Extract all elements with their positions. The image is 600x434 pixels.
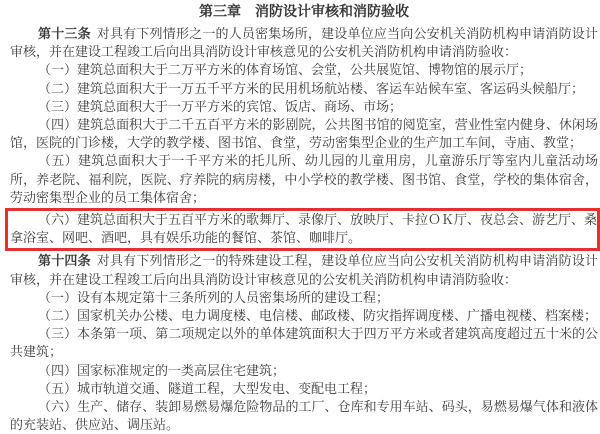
- article-13-item-2: （二）建筑总面积大于一万五千平方米的民用机场航站楼、客运车站候车室、客运码头候船厅；: [38, 80, 585, 96]
- article-14-label: 第十四条: [38, 253, 91, 269]
- article-13-item-5: （五）建筑总面积大于一千平方米的托儿所、幼儿园的儿童用房，儿童游乐厅等室内儿童活动场所，养老院、福利院，医院、疗养院的病房楼，中小学校的教学楼、图书馆、食堂，学校的集体宿舍，劳动密集型企业的员工集体宿舍；: [10, 153, 598, 205]
- article-13-item-3: （三）建筑总面积大于一万平方米的宾馆、饭店、商场、市场；: [38, 98, 403, 114]
- article-13-item-6-highlighted: （六）建筑总面积大于五百平方米的歌舞厅、录像厅、放映厅、卡拉ＯＫ厅、夜总会、游艺厅、桑拿浴室、网吧、酒吧，具有娱乐功能的餐馆、茶馆、咖啡厅。: [10, 212, 598, 246]
- highlight-box: [5, 208, 600, 251]
- article-14-item-5: （五）城市轨道交通、隧道工程，大型发电、变配电工程；: [38, 380, 377, 396]
- article-13-item-1: （一）建筑总面积大于二万平方米的体育场馆、会堂，公共展览馆、博物馆的展示厅；: [38, 62, 533, 78]
- article-14-paragraph: [10, 252, 598, 288]
- article-13-paragraph: [10, 25, 598, 61]
- article-14-intro-text: 对具有下列情形之一的特殊建设工程，建设单位应当向公安机关消防机构申请消防设计审核，并在建设工程竣工后向出具消防设计审核意见的公安机关消防机构申请消防验收：: [10, 253, 598, 287]
- article-14-item-6: （六）生产、储存、装卸易燃易爆危险物品的工厂、仓库和专用车站、码头，易燃易爆气体和液体的充装站、供应站、调压站。: [10, 399, 598, 433]
- article-14-item-2: （二）国家机关办公楼、电力调度楼、电信楼、邮政楼、防灾指挥调度楼、广播电视楼、档案楼；: [38, 308, 598, 324]
- article-14-item-1: （一）设有本规定第十三条所列的人员密集场所的建设工程；: [38, 289, 390, 305]
- article-14-item-4: （四）国家标准规定的一类高层住宅建筑；: [38, 362, 286, 378]
- article-14-item-3: （三）本条第一项、第二项规定以外的单体建筑面积大于四万平方米或者建筑高度超过五十米的公共建筑；: [10, 326, 598, 360]
- chapter-title: 第三章 消防设计审核和消防验收: [199, 5, 409, 20]
- article-13-intro-text: 对具有下列情形之一的人员密集场所，建设单位应当向公安机关消防机构申请消防设计审核，并在建设工程竣工后向出具消防设计审核意见的公安机关消防机构申请消防验收：: [10, 26, 598, 60]
- article-13-label: 第十三条: [38, 26, 91, 41]
- article-13-item-4: （四）建筑总面积大于二千五百平方米的影剧院，公共图书馆的阅览室，营业性室内健身、休闲场馆，医院的门诊楼，大学的教学楼、图书馆、食堂，劳动密集型企业的生产加工车间，寺庙、教堂；: [10, 117, 598, 151]
